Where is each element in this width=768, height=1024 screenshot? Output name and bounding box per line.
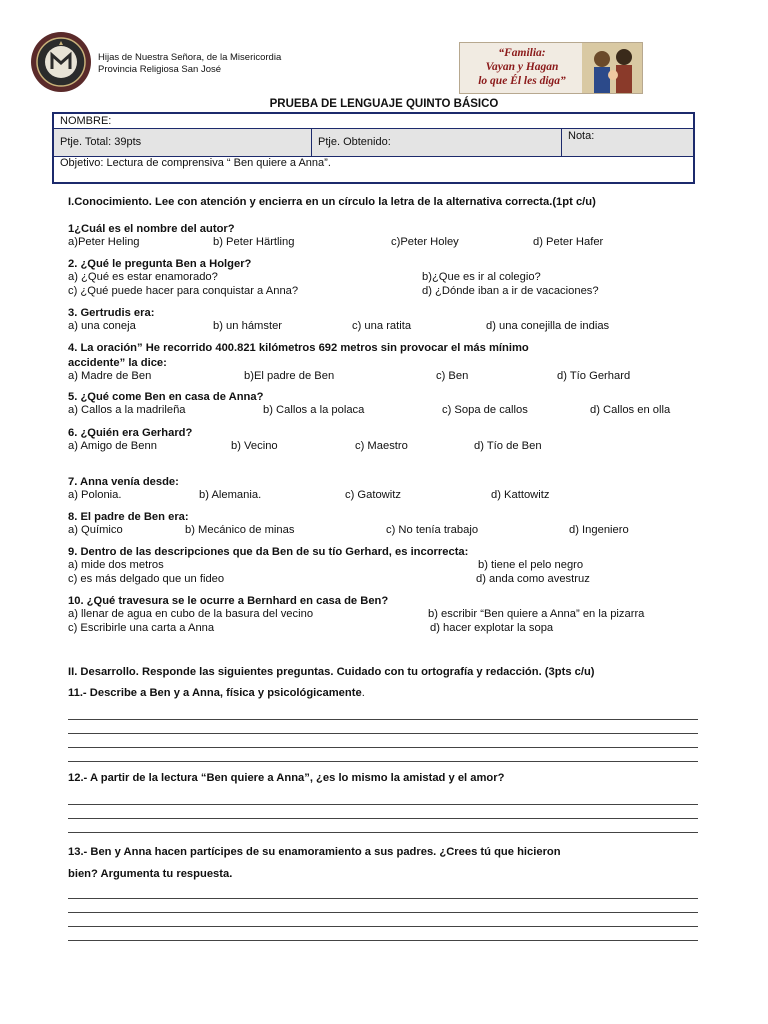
question-12: 12.- A partir de la lectura “Ben quiere a Anna”, ¿es lo mismo la amistad y el amor? (68, 772, 505, 784)
answer-line-12a[interactable] (68, 804, 698, 805)
institution-line1: Hijas de Nuestra Señora, de la Misericordia (98, 52, 282, 63)
option-a[interactable]: a) ¿Qué es estar enamorado? (68, 271, 218, 283)
answer-line-11a[interactable] (68, 719, 698, 720)
option-a[interactable]: a) Amigo de Benn (68, 440, 157, 452)
option-b[interactable]: b) Mecánico de minas (185, 524, 295, 536)
answer-line-13d[interactable] (68, 940, 698, 941)
question-4-line1: 4. La oración” He recorrido 400.821 kilómetros 692 metros sin provocar el más mínimo (68, 342, 529, 354)
question-5: 5. ¿Qué come Ben en casa de Anna? (68, 391, 264, 403)
institution-line2: Provincia Religiosa San José (98, 64, 222, 75)
option-d[interactable]: d) una conejilla de indias (486, 320, 610, 332)
banner-text (462, 46, 582, 88)
option-b[interactable]: b) escribir “Ben quiere a Anna” en la pizarra (428, 608, 645, 620)
option-a[interactable]: a) llenar de agua en cubo de la basura del vecino (68, 608, 314, 620)
option-a[interactable]: a) mide dos metros (68, 559, 164, 571)
option-c[interactable]: c) ¿Qué puede hacer para conquistar a Anna? (68, 285, 299, 297)
answer-line-11d[interactable] (68, 761, 698, 762)
option-d[interactable]: d) hacer explotar la sopa (430, 622, 554, 634)
section1-heading: I.Conocimiento. Lee con atención y encierra en un círculo la letra de la alternativa correcta.(1pt c/u) (68, 196, 596, 208)
option-c[interactable]: c) una ratita (352, 320, 412, 332)
score-row (54, 129, 693, 157)
answer-line-13a[interactable] (68, 898, 698, 899)
question-9-options (0, 559, 768, 589)
option-b[interactable]: b)El padre de Ben (244, 370, 335, 382)
grade-field[interactable]: Nota: (568, 130, 595, 142)
answer-line-13b[interactable] (68, 912, 698, 913)
option-d[interactable]: d) Kattowitz (491, 489, 550, 501)
objective-row (54, 157, 693, 182)
school-seal-icon (30, 31, 92, 93)
option-d[interactable]: d) ¿Dónde iban a ir de vacaciones? (422, 285, 599, 297)
question-2: 2. ¿Qué le pregunta Ben a Holger? (68, 258, 252, 270)
banner-line2: Vayan y Hagan (485, 61, 559, 73)
option-c[interactable]: c) Sopa de callos (442, 404, 528, 416)
answer-line-12b[interactable] (68, 818, 698, 819)
option-b[interactable]: b) tiene el pelo negro (478, 559, 584, 571)
obtained-score-field[interactable]: Ptje. Obtenido: (312, 129, 562, 156)
option-b[interactable]: b) un hámster (213, 320, 283, 332)
question-7: 7. Anna venía desde: (68, 476, 179, 488)
question-4-line2: accidente” la dice: (68, 356, 167, 369)
option-d[interactable]: d) Tío de Ben (474, 440, 542, 452)
question-10-options (0, 608, 768, 638)
option-d[interactable]: d) Ingeniero (569, 524, 629, 536)
option-d[interactable]: d) Callos en olla (590, 404, 671, 416)
question-13 (68, 841, 561, 885)
option-b[interactable]: b) Alemania. (199, 489, 262, 501)
answer-line-11b[interactable] (68, 733, 698, 734)
option-a[interactable]: a) Madre de Ben (68, 370, 152, 382)
option-a[interactable]: a) Callos a la madrileña (68, 404, 186, 416)
option-b[interactable]: b) Peter Härtling (213, 236, 295, 248)
total-score: Ptje. Total: 39pts (54, 129, 312, 156)
question-3: 3. Gertrudis era: (68, 307, 155, 319)
family-banner (459, 42, 643, 94)
option-d[interactable]: d) anda como avestruz (476, 573, 590, 585)
holy-family-icon (582, 43, 642, 93)
banner-line1: “Familia: (498, 47, 546, 59)
option-c[interactable]: c) Maestro (355, 440, 408, 452)
student-info-box (52, 112, 695, 184)
name-field[interactable]: NOMBRE: (60, 115, 112, 127)
option-c[interactable]: c)Peter Holey (391, 236, 459, 248)
answer-line-12c[interactable] (68, 832, 698, 833)
option-b[interactable]: b) Vecino (231, 440, 278, 452)
question-6: 6. ¿Quién era Gerhard? (68, 427, 193, 439)
option-c[interactable]: c) es más delgado que un fideo (68, 573, 225, 585)
question-4 (68, 341, 529, 370)
question-10: 10. ¿Qué travesura se le ocurre a Bernhard en casa de Ben? (68, 595, 389, 607)
question-9: 9. Dentro de las descripciones que da Ben de su tío Gerhard, es incorrecta: (68, 546, 469, 558)
option-b[interactable]: b) Callos a la polaca (263, 404, 365, 416)
option-a[interactable]: a) Químico (68, 524, 123, 536)
section2-heading: II. Desarrollo. Responde las siguientes preguntas. Cuidado con tu ortografía y redacción. (3pts c/u) (68, 666, 595, 678)
option-a[interactable]: a) una coneja (68, 320, 136, 332)
question-13-line2: bien? Argumenta tu respuesta. (68, 868, 233, 880)
option-a[interactable]: a) Polonia. (68, 489, 122, 501)
objective-text: Objetivo: Lectura de comprensiva “ Ben quiere a Anna”. (60, 157, 331, 169)
institution-name (98, 52, 281, 76)
option-c[interactable]: c) No tenía trabajo (386, 524, 479, 536)
answer-line-13c[interactable] (68, 926, 698, 927)
option-c[interactable]: c) Escribirle una carta a Anna (68, 622, 215, 634)
option-b[interactable]: b)¿Que es ir al colegio? (422, 271, 541, 283)
banner-line3: lo que Él les diga” (478, 75, 566, 87)
page-title: PRUEBA DE LENGUAJE QUINTO BÁSICO (269, 98, 499, 110)
name-row (54, 114, 693, 129)
question-2-options (0, 271, 768, 301)
answer-line-11c[interactable] (68, 747, 698, 748)
question-11: 11.- Describe a Ben y a Anna, física y psicológicamente. (68, 687, 365, 699)
option-d[interactable]: d) Tío Gerhard (557, 370, 631, 382)
question-8: 8. El padre de Ben era: (68, 511, 189, 523)
option-c[interactable]: c) Gatowitz (345, 489, 401, 501)
option-a[interactable]: a)Peter Heling (68, 236, 140, 248)
option-d[interactable]: d) Peter Hafer (533, 236, 604, 248)
question-1: 1¿Cuál es el nombre del autor? (68, 223, 235, 235)
option-c[interactable]: c) Ben (436, 370, 469, 382)
question-13-line1: 13.- Ben y Anna hacen partícipes de su enamoramiento a sus padres. ¿Crees tú que hicieron (68, 846, 561, 858)
